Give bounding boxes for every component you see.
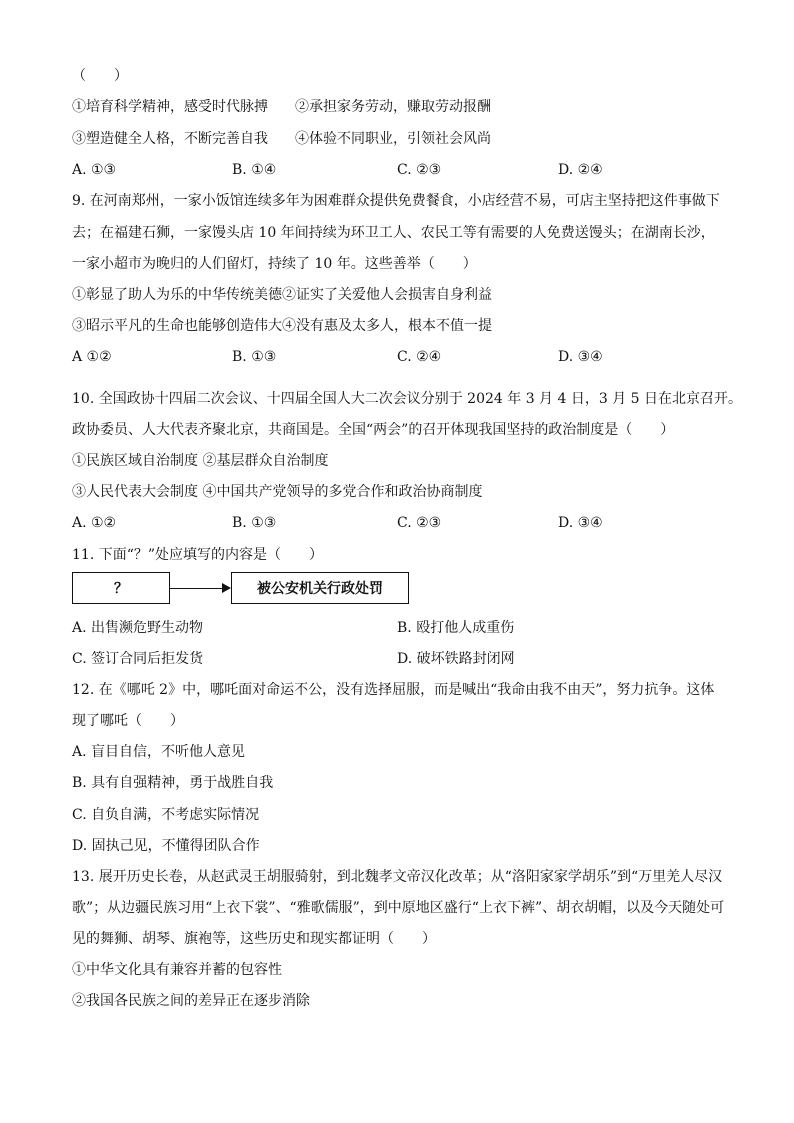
q11-arrow-line (170, 588, 222, 589)
q12-option-d: D. 固执己见，不懂得团队合作 (72, 838, 260, 854)
q13-stem-line-1: 13. 展开历史长卷，从赵武灵王胡服骑射，到北魏孝文帝汉化改革；从“洛阳家家学胡乐”到“万里羌人尽汉 (72, 869, 723, 885)
q9-statements-1-2: ①彰显了助人为乐的中华传统美德②证实了关爱他人会损害自身利益 (72, 287, 492, 303)
q10-option-b: B. ①③ (232, 515, 277, 531)
q8-statement-4: ④体验不同职业，引领社会风尚 (295, 131, 491, 147)
q10-statements-1-2: ①民族区域自治制度 ②基层群众自治制度 (72, 453, 329, 469)
q8-paren: （ ） (72, 68, 128, 84)
q10-stem-line-2: 政协委员、人大代表齐聚北京，共商国是。全国“两会”的召开体现我国坚持的政治制度是（ ） (72, 422, 675, 438)
q8-option-b: B. ①④ (232, 162, 277, 178)
q9-stem-line-1: 9. 在河南郑州，一家小饭馆连续多年为困难群众提供免费餐食，小店经营不易，可店主坚持把这件事做下 (72, 193, 720, 209)
q8-statement-2: ②承担家务劳动，赚取劳动报酬 (295, 99, 491, 115)
q10-option-d: D. ③④ (558, 515, 603, 531)
q9-option-c: C. ②④ (397, 349, 442, 365)
q11-option-c: C. 签订合同后拒发货 (72, 651, 204, 667)
q13-statement-2: ②我国各民族之间的差异正在逐步消除 (72, 993, 310, 1009)
q12-stem-line-1: 12. 在《哪吒 2》中，哪吒面对命运不公，没有选择屈服，而是喊出“我命由我不由天”，努力抗争。这体 (72, 682, 715, 698)
q12-option-a: A. 盲目自信，不听他人意见 (72, 744, 246, 760)
q9-option-b: B. ①③ (232, 349, 277, 365)
q12-option-b: B. 具有自强精神，勇于战胜自我 (72, 775, 274, 791)
q11-arrow-head (222, 583, 231, 593)
q13-statement-1: ①中华文化具有兼容并蓄的包容性 (72, 962, 282, 978)
q13-stem-line-2: 歌”；从边疆民族习用“上衣下裳”、“雅歌儒服”，到中原地区盛行“上衣下裤”、胡衣胡帽，以及今天随处可 (72, 900, 725, 916)
q10-statements-3-4: ③人民代表大会制度 ④中国共产党领导的多党合作和政治协商制度 (72, 484, 483, 500)
q11-unknown-box: ？ (72, 572, 170, 604)
q9-statements-3-4: ③昭示平凡的生命也能够创造伟大④没有惠及太多人，根本不值一提 (72, 318, 492, 334)
q9-stem-line-2: 去；在福建石狮，一家馒头店 10 年间持续为环卫工人、农民工等有需要的人免费送馒头；在湖南长沙， (72, 225, 715, 241)
q10-option-c: C. ②③ (397, 515, 442, 531)
q10-option-a: A. ①② (72, 515, 117, 531)
q11-option-a: A. 出售濒危野生动物 (72, 620, 204, 636)
q8-option-d: D. ②④ (558, 162, 603, 178)
q12-option-c: C. 自负自满，不考虑实际情况 (72, 807, 260, 823)
q8-statement-1: ①培育科学精神，感受时代脉搏 (72, 99, 268, 115)
q13-stem-line-3: 见的舞狮、胡琴、旗袍等，这些历史和现实都证明（ ） (72, 931, 436, 947)
q10-stem-line-1: 10. 全国政协十四届二次会议、十四届全国人大二次会议分别于 2024 年 3 月 4 日，3 月 5 日在北京召开。 (72, 391, 743, 407)
q9-option-a: A ①② (72, 349, 112, 365)
q8-option-a: A. ①③ (72, 162, 117, 178)
q11-stem: 11. 下面“？”处应填写的内容是（ ） (72, 547, 324, 563)
q9-option-d: D. ③④ (558, 349, 603, 365)
q8-option-c: C. ②③ (397, 162, 442, 178)
q12-stem-line-2: 现了哪吒（ ） (72, 713, 184, 729)
q9-stem-line-3: 一家小超市为晚归的人们留灯，持续了 10 年。这些善举（ ） (72, 256, 477, 272)
q11-option-b: B. 殴打他人成重伤 (397, 620, 515, 636)
q11-result-box: 被公安机关行政处罚 (231, 572, 409, 604)
q8-statement-3: ③塑造健全人格，不断完善自我 (72, 131, 268, 147)
q11-option-d: D. 破坏铁路封闭网 (397, 651, 515, 667)
